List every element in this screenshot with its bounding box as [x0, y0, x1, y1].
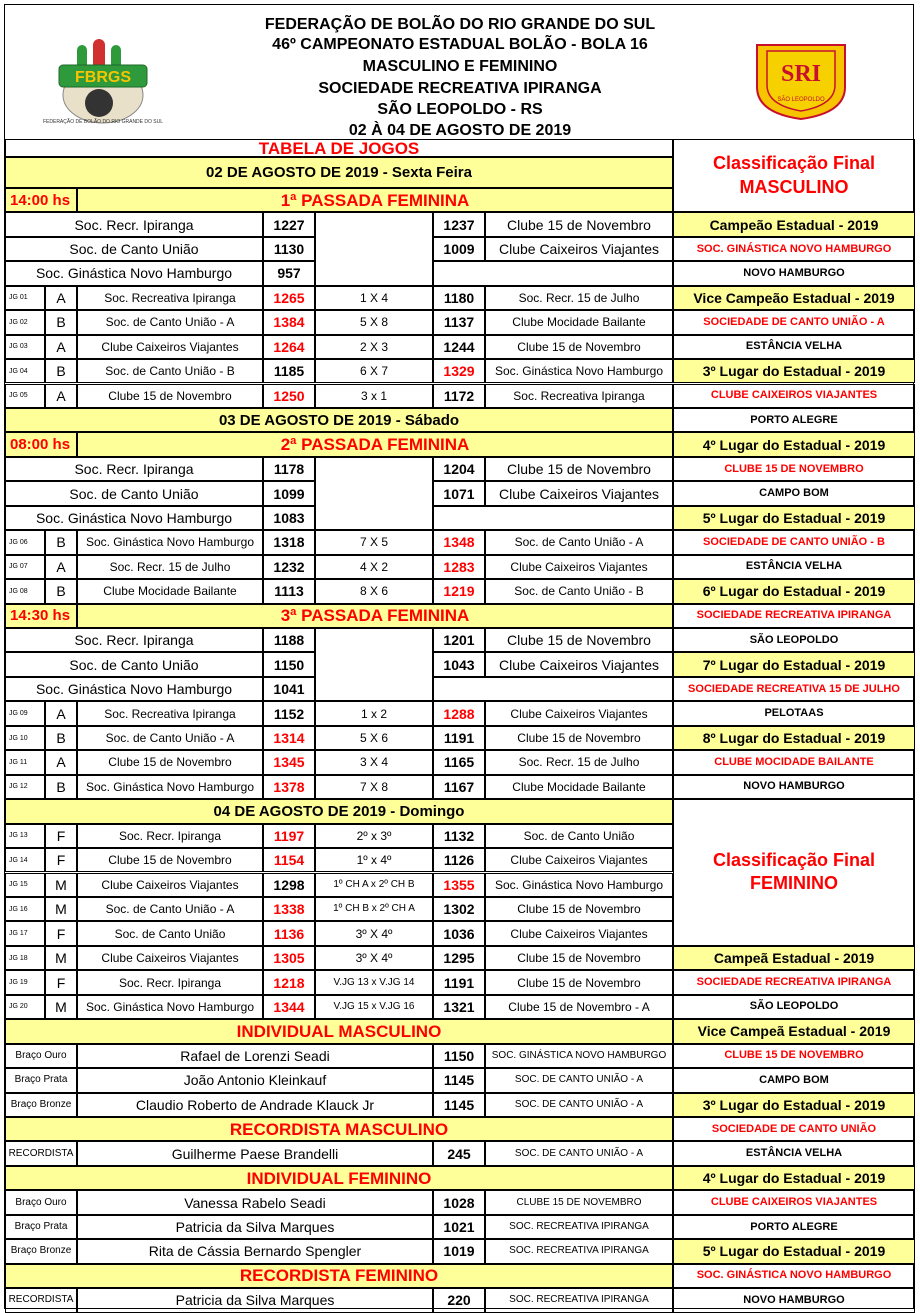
team-name: Clube 15 de Novembro	[485, 457, 673, 481]
game-category: B	[45, 530, 77, 554]
medal-label: RECORDISTA	[5, 1288, 77, 1312]
classification-entry: 7º Lugar do Estadual - 2019	[673, 652, 915, 676]
lanes: 3 X 4	[315, 750, 433, 774]
lanes: 3º X 4º	[315, 921, 433, 945]
day-title: 02 DE AGOSTO DE 2019 - Sexta Feira	[5, 157, 673, 188]
team-total: 1178	[263, 457, 315, 481]
home-score: 1113	[263, 579, 315, 603]
away-team: Clube 15 de Novembro	[485, 946, 673, 970]
player-club: SOC. DE CANTO UNIÃO - A	[485, 1093, 673, 1117]
player-club: SOC. RECREATIVA IPIRANGA	[485, 1215, 673, 1239]
game-id: JG 18	[5, 946, 45, 970]
away-team: Clube Caixeiros Viajantes	[485, 555, 673, 579]
away-team: Soc. Ginástica Novo Hamburgo	[485, 873, 673, 897]
away-team: Clube Caixeiros Viajantes	[485, 701, 673, 725]
away-team: Soc. Recr. 15 de Julho	[485, 750, 673, 774]
header-line: 46º CAMPEONATO ESTADUAL BOLÃO - BOLA 16	[272, 36, 648, 53]
logo-text: FBRGS	[75, 69, 131, 86]
medal-label: Braço Bronze	[5, 1239, 77, 1263]
blank-cell	[315, 628, 433, 701]
home-score: 1197	[263, 824, 315, 848]
home-score: 1154	[263, 848, 315, 872]
game-category: A	[45, 335, 77, 359]
title-line: MASCULINO	[739, 176, 849, 197]
game-category: B	[45, 579, 77, 603]
classification-entry: SOC. GINÁSTICA NOVO HAMBURGO	[673, 1264, 915, 1288]
fbrgs-logo	[42, 35, 164, 127]
game-id: JG 15	[5, 873, 45, 897]
player-name: Patricia da Silva Marques	[77, 1288, 433, 1312]
classification-entry: CAMPO BOM	[673, 481, 915, 505]
team-total: 1237	[433, 212, 485, 236]
home-score: 1136	[263, 921, 315, 945]
home-score: 1384	[263, 310, 315, 334]
player-score: 220	[433, 1288, 485, 1312]
classification-entry: SÃO LEOPOLDO	[673, 995, 915, 1019]
session-time: 14:30 hs	[5, 604, 77, 628]
classification-entry: CLUBE CAIXEIROS VIAJANTES	[673, 384, 915, 408]
game-id: JG 11	[5, 750, 45, 774]
page-header	[5, 5, 915, 143]
player-club: SOC. DE CANTO UNIÃO - A	[485, 1068, 673, 1092]
header-line: SOCIEDADE RECREATIVA IPIRANGA	[318, 80, 602, 97]
classification-entry: Campeão Estadual - 2019	[673, 212, 915, 236]
away-team: Clube Caixeiros Viajantes	[485, 921, 673, 945]
away-score: 1172	[433, 384, 485, 408]
team-name: Clube Caixeiros Viajantes	[485, 481, 673, 505]
classification-entry: SOCIEDADE RECREATIVA IPIRANGA	[673, 604, 915, 628]
home-team: Soc. de Canto União	[77, 921, 263, 945]
away-score: 1126	[433, 848, 485, 872]
game-category: A	[45, 555, 77, 579]
away-team: Soc. Recr. 15 de Julho	[485, 286, 673, 310]
team-total: 1099	[263, 481, 315, 505]
game-category: B	[45, 775, 77, 799]
home-team: Soc. Ginástica Novo Hamburgo	[77, 775, 263, 799]
player-name: Guilherme Paese Brandelli	[77, 1141, 433, 1165]
classification-entry: NOVO HAMBURGO	[673, 1288, 915, 1312]
classification-entry: NOVO HAMBURGO	[673, 775, 915, 799]
game-category: A	[45, 384, 77, 408]
day-title: 04 DE AGOSTO DE 2019 - Domingo	[5, 799, 673, 823]
day-title: 03 DE AGOSTO DE 2019 - Sábado	[5, 408, 673, 432]
home-score: 1250	[263, 384, 315, 408]
home-score: 1378	[263, 775, 315, 799]
classification-entry: SOCIEDADE RECREATIVA IPIRANGA	[673, 970, 915, 994]
game-id: JG 12	[5, 775, 45, 799]
lanes: 2 X 3	[315, 335, 433, 359]
team-name: Soc. de Canto União	[5, 481, 263, 505]
team-total: 1150	[263, 652, 315, 676]
classification-entry: Vice Campeão Estadual - 2019	[673, 286, 915, 310]
home-score: 1152	[263, 701, 315, 725]
lanes: 1º x 4º	[315, 848, 433, 872]
away-team: Clube 15 de Novembro	[485, 335, 673, 359]
classification-entry: ESTÂNCIA VELHA	[673, 335, 915, 359]
home-team: Clube Caixeiros Viajantes	[77, 946, 263, 970]
section-title: INDIVIDUAL MASCULINO	[5, 1019, 673, 1043]
team-total: 1201	[433, 628, 485, 652]
away-score: 1219	[433, 579, 485, 603]
medal-label: Braço Ouro	[5, 1190, 77, 1214]
away-team: Clube 15 de Novembro - A	[485, 995, 673, 1019]
game-category: B	[45, 310, 77, 334]
away-score: 1132	[433, 824, 485, 848]
team-name: Clube Caixeiros Viajantes	[485, 652, 673, 676]
home-team: Soc. Recr. 15 de Julho	[77, 555, 263, 579]
sri-logo	[753, 41, 849, 121]
game-id: JG 04	[5, 359, 45, 383]
team-name: Clube 15 de Novembro	[485, 212, 673, 236]
classification-entry: 4º Lugar do Estadual - 2019	[673, 432, 915, 456]
medal-label: RECORDISTA	[5, 1141, 77, 1165]
lanes: V.JG 15 x V.JG 16	[315, 995, 433, 1019]
game-id: JG 20	[5, 995, 45, 1019]
away-score: 1283	[433, 555, 485, 579]
logo-subtext: FEDERAÇÃO DE BOLÃO DO RIO GRANDE DO SUL	[42, 119, 164, 125]
home-score: 1318	[263, 530, 315, 554]
game-id: JG 01	[5, 286, 45, 310]
game-id: JG 08	[5, 579, 45, 603]
game-category: A	[45, 286, 77, 310]
home-score: 1305	[263, 946, 315, 970]
home-team: Soc. Recreativa Ipiranga	[77, 286, 263, 310]
home-team: Soc. de Canto União - A	[77, 310, 263, 334]
away-score: 1191	[433, 970, 485, 994]
lanes: V.JG 13 x V.JG 14	[315, 970, 433, 994]
player-score: 1150	[433, 1044, 485, 1068]
game-id: JG 02	[5, 310, 45, 334]
classification-entry: Campeã Estadual - 2019	[673, 946, 915, 970]
classification-entry: CLUBE 15 DE NOVEMBRO	[673, 1044, 915, 1068]
session-title: 1ª PASSADA FEMININA	[77, 188, 673, 212]
team-total: 1188	[263, 628, 315, 652]
lanes: 2º x 3º	[315, 824, 433, 848]
classification-entry: SÃO LEOPOLDO	[673, 628, 915, 652]
game-category: B	[45, 726, 77, 750]
away-score: 1348	[433, 530, 485, 554]
game-category: F	[45, 848, 77, 872]
home-team: Soc. Ginástica Novo Hamburgo	[77, 530, 263, 554]
game-category: A	[45, 701, 77, 725]
game-id: JG 06	[5, 530, 45, 554]
home-team: Clube 15 de Novembro	[77, 750, 263, 774]
classification-entry: 3º Lugar do Estadual - 2019	[673, 1093, 915, 1117]
game-category: M	[45, 873, 77, 897]
away-team: Clube Mocidade Bailante	[485, 310, 673, 334]
team-name: Soc. Ginástica Novo Hamburgo	[5, 677, 263, 701]
home-team: Clube Mocidade Bailante	[77, 579, 263, 603]
away-score: 1137	[433, 310, 485, 334]
away-score: 1244	[433, 335, 485, 359]
game-id: JG 14	[5, 848, 45, 872]
game-id: JG 05	[5, 384, 45, 408]
game-id: JG 13	[5, 824, 45, 848]
player-score: 1021	[433, 1215, 485, 1239]
away-score: 1180	[433, 286, 485, 310]
game-category: F	[45, 921, 77, 945]
away-team: Clube Caixeiros Viajantes	[485, 848, 673, 872]
home-team: Clube 15 de Novembro	[77, 848, 263, 872]
game-id: JG 07	[5, 555, 45, 579]
lanes: 6 X 7	[315, 359, 433, 383]
classification-entry: NOVO HAMBURGO	[673, 261, 915, 285]
game-id: JG 03	[5, 335, 45, 359]
player-score: 1019	[433, 1239, 485, 1263]
game-category: A	[45, 750, 77, 774]
home-team: Soc. de Canto União - B	[77, 359, 263, 383]
classification-entry: SOCIEDADE DE CANTO UNIÃO - A	[673, 310, 915, 334]
home-team: Soc. de Canto União - A	[77, 726, 263, 750]
home-score: 1338	[263, 897, 315, 921]
home-score: 1265	[263, 286, 315, 310]
session-time: 14:00 hs	[5, 188, 77, 212]
away-team: Soc. de Canto União - B	[485, 579, 673, 603]
logo-text: SRI	[780, 61, 822, 87]
home-score: 1264	[263, 335, 315, 359]
away-score: 1302	[433, 897, 485, 921]
away-score: 1321	[433, 995, 485, 1019]
classification-entry: 5º Lugar do Estadual - 2019	[673, 506, 915, 530]
player-club: SOC. RECREATIVA IPIRANGA	[485, 1288, 673, 1312]
title-line: Classificação Final	[712, 153, 876, 174]
classificacao-fem-title	[673, 799, 915, 946]
away-team: Clube 15 de Novembro	[485, 897, 673, 921]
player-club: SOC. GINÁSTICA NOVO HAMBURGO	[485, 1044, 673, 1068]
lanes: 8 X 6	[315, 579, 433, 603]
session-title: 2ª PASSADA FEMININA	[77, 432, 673, 456]
classification-entry: PORTO ALEGRE	[673, 1215, 915, 1239]
team-total: 957	[263, 261, 315, 285]
player-name: Patricia da Silva Marques	[77, 1215, 433, 1239]
away-score: 1288	[433, 701, 485, 725]
medal-label: Braço Prata	[5, 1215, 77, 1239]
team-name: Soc. Ginástica Novo Hamburgo	[5, 506, 263, 530]
lanes: 1 X 4	[315, 286, 433, 310]
lanes: 3 x 1	[315, 384, 433, 408]
game-id: JG 19	[5, 970, 45, 994]
team-total: 1009	[433, 237, 485, 261]
team-total: 1043	[433, 652, 485, 676]
team-total: 1083	[263, 506, 315, 530]
classification-entry: SOCIEDADE DE CANTO UNIÃO - B	[673, 530, 915, 554]
game-category: M	[45, 897, 77, 921]
lanes: 5 X 6	[315, 726, 433, 750]
header-line: FEDERAÇÃO DE BOLÃO DO RIO GRANDE DO SUL	[264, 16, 656, 33]
lanes: 5 X 8	[315, 310, 433, 334]
away-team: Soc. de Canto União - A	[485, 530, 673, 554]
game-category: M	[45, 995, 77, 1019]
lanes: 7 X 8	[315, 775, 433, 799]
team-name: Soc. Recr. Ipiranga	[5, 457, 263, 481]
session-time: 08:00 hs	[5, 432, 77, 456]
session-title: 3ª PASSADA FEMININA	[77, 604, 673, 628]
game-category: M	[45, 946, 77, 970]
home-score: 1345	[263, 750, 315, 774]
classification-entry: CLUBE 15 DE NOVEMBRO	[673, 457, 915, 481]
player-score: 1145	[433, 1068, 485, 1092]
game-category: F	[45, 824, 77, 848]
home-team: Soc. Recr. Ipiranga	[77, 824, 263, 848]
classification-entry: PORTO ALEGRE	[673, 408, 915, 432]
classification-entry: ESTÂNCIA VELHA	[673, 555, 915, 579]
home-score: 1298	[263, 873, 315, 897]
player-name: Rita de Cássia Bernardo Spengler	[77, 1239, 433, 1263]
team-name: Soc. Recr. Ipiranga	[5, 628, 263, 652]
classification-entry: 5º Lugar do Estadual - 2019	[673, 1239, 915, 1263]
player-club: SOC. DE CANTO UNIÃO - A	[485, 1141, 673, 1165]
away-team: Clube 15 de Novembro	[485, 970, 673, 994]
home-score: 1314	[263, 726, 315, 750]
home-team: Soc. Recr. Ipiranga	[77, 970, 263, 994]
header-line: MASCULINO E FEMININO	[362, 58, 558, 75]
team-name: Soc. Recr. Ipiranga	[5, 212, 263, 236]
tabela-title: TABELA DE JOGOS	[5, 139, 673, 157]
medal-label: Braço Ouro	[5, 1044, 77, 1068]
team-name: Soc. de Canto União	[5, 237, 263, 261]
blank-cell	[315, 457, 433, 530]
away-team: Soc. Ginástica Novo Hamburgo	[485, 359, 673, 383]
home-team: Clube Caixeiros Viajantes	[77, 335, 263, 359]
classification-entry: 8º Lugar do Estadual - 2019	[673, 726, 915, 750]
team-name: Clube 15 de Novembro	[485, 628, 673, 652]
team-total: 1041	[263, 677, 315, 701]
logo-subtext: SÃO LEOPOLDO	[777, 97, 825, 103]
game-id: JG 10	[5, 726, 45, 750]
classification-entry: CLUBE CAIXEIROS VIAJANTES	[673, 1190, 915, 1214]
team-name: Clube Caixeiros Viajantes	[485, 237, 673, 261]
away-score: 1329	[433, 359, 485, 383]
away-score: 1167	[433, 775, 485, 799]
away-score: 1191	[433, 726, 485, 750]
medal-label: Braço Prata	[5, 1068, 77, 1092]
classificacao-masc-title	[673, 139, 915, 212]
home-score: 1344	[263, 995, 315, 1019]
player-score: 245	[433, 1141, 485, 1165]
classification-entry: 3º Lugar do Estadual - 2019	[673, 359, 915, 383]
classification-entry: ESTÂNCIA VELHA	[673, 1141, 915, 1165]
game-id: JG 17	[5, 921, 45, 945]
classification-entry: 4º Lugar do Estadual - 2019	[673, 1166, 915, 1190]
lanes: 1º CH A x 2º CH B	[315, 873, 433, 897]
home-team: Soc. Recreativa Ipiranga	[77, 701, 263, 725]
team-name: Soc. de Canto União	[5, 652, 263, 676]
home-team: Soc. Ginástica Novo Hamburgo	[77, 995, 263, 1019]
section-title: RECORDISTA MASCULINO	[5, 1117, 673, 1141]
blank-cell	[433, 261, 673, 285]
player-score: 1028	[433, 1190, 485, 1214]
header-line: SÃO LEOPOLDO - RS	[377, 101, 543, 118]
home-score: 1218	[263, 970, 315, 994]
medal-label: Braço Bronze	[5, 1093, 77, 1117]
away-team: Soc. Recreativa Ipiranga	[485, 384, 673, 408]
home-team: Clube Caixeiros Viajantes	[77, 873, 263, 897]
results-sheet	[4, 4, 914, 1309]
home-team: Soc. de Canto União - A	[77, 897, 263, 921]
classification-entry: SOCIEDADE DE CANTO UNIÃO	[673, 1117, 915, 1141]
lanes: 3º X 4º	[315, 946, 433, 970]
away-score: 1295	[433, 946, 485, 970]
home-score: 1185	[263, 359, 315, 383]
blank-cell	[315, 212, 433, 285]
classification-entry: CLUBE MOCIDADE BAILANTE	[673, 750, 915, 774]
blank-cell	[433, 506, 673, 530]
home-score: 1232	[263, 555, 315, 579]
away-score: 1165	[433, 750, 485, 774]
player-club: SOC. RECREATIVA IPIRANGA	[485, 1239, 673, 1263]
team-total: 1204	[433, 457, 485, 481]
team-name: Soc. Ginástica Novo Hamburgo	[5, 261, 263, 285]
away-team: Soc. de Canto União	[485, 824, 673, 848]
classification-entry: PELOTAAS	[673, 701, 915, 725]
player-name: Rafael de Lorenzi Seadi	[77, 1044, 433, 1068]
section-title: RECORDISTA FEMININO	[5, 1264, 673, 1288]
player-club: CLUBE 15 DE NOVEMBRO	[485, 1190, 673, 1214]
player-name: Claudio Roberto de Andrade Klauck Jr	[77, 1093, 433, 1117]
blank-cell	[433, 677, 673, 701]
title-line: FEMININO	[750, 873, 838, 894]
lanes: 7 X 5	[315, 530, 433, 554]
away-team: Clube 15 de Novembro	[485, 726, 673, 750]
title-line: Classificação Final	[712, 850, 876, 871]
lanes: 1º CH B x 2º CH A	[315, 897, 433, 921]
classification-entry: 6º Lugar do Estadual - 2019	[673, 579, 915, 603]
team-total: 1130	[263, 237, 315, 261]
game-category: F	[45, 970, 77, 994]
player-name: Vanessa Rabelo Seadi	[77, 1190, 433, 1214]
classification-entry: Vice Campeã Estadual - 2019	[673, 1019, 915, 1043]
away-score: 1355	[433, 873, 485, 897]
home-team: Clube 15 de Novembro	[77, 384, 263, 408]
game-id: JG 09	[5, 701, 45, 725]
header-line: 02 À 04 DE AGOSTO DE 2019	[348, 122, 572, 139]
away-score: 1036	[433, 921, 485, 945]
team-total: 1071	[433, 481, 485, 505]
game-id: JG 16	[5, 897, 45, 921]
team-total: 1227	[263, 212, 315, 236]
player-name: João Antonio Kleinkauf	[77, 1068, 433, 1092]
classification-entry: SOCIEDADE RECREATIVA 15 DE JULHO	[673, 677, 915, 701]
classification-entry: SOC. GINÁSTICA NOVO HAMBURGO	[673, 237, 915, 261]
lanes: 4 X 2	[315, 555, 433, 579]
section-title: INDIVIDUAL FEMININO	[5, 1166, 673, 1190]
game-category: B	[45, 359, 77, 383]
classification-entry: CAMPO BOM	[673, 1068, 915, 1092]
away-team: Clube Mocidade Bailante	[485, 775, 673, 799]
player-score: 1145	[433, 1093, 485, 1117]
lanes: 1 x 2	[315, 701, 433, 725]
